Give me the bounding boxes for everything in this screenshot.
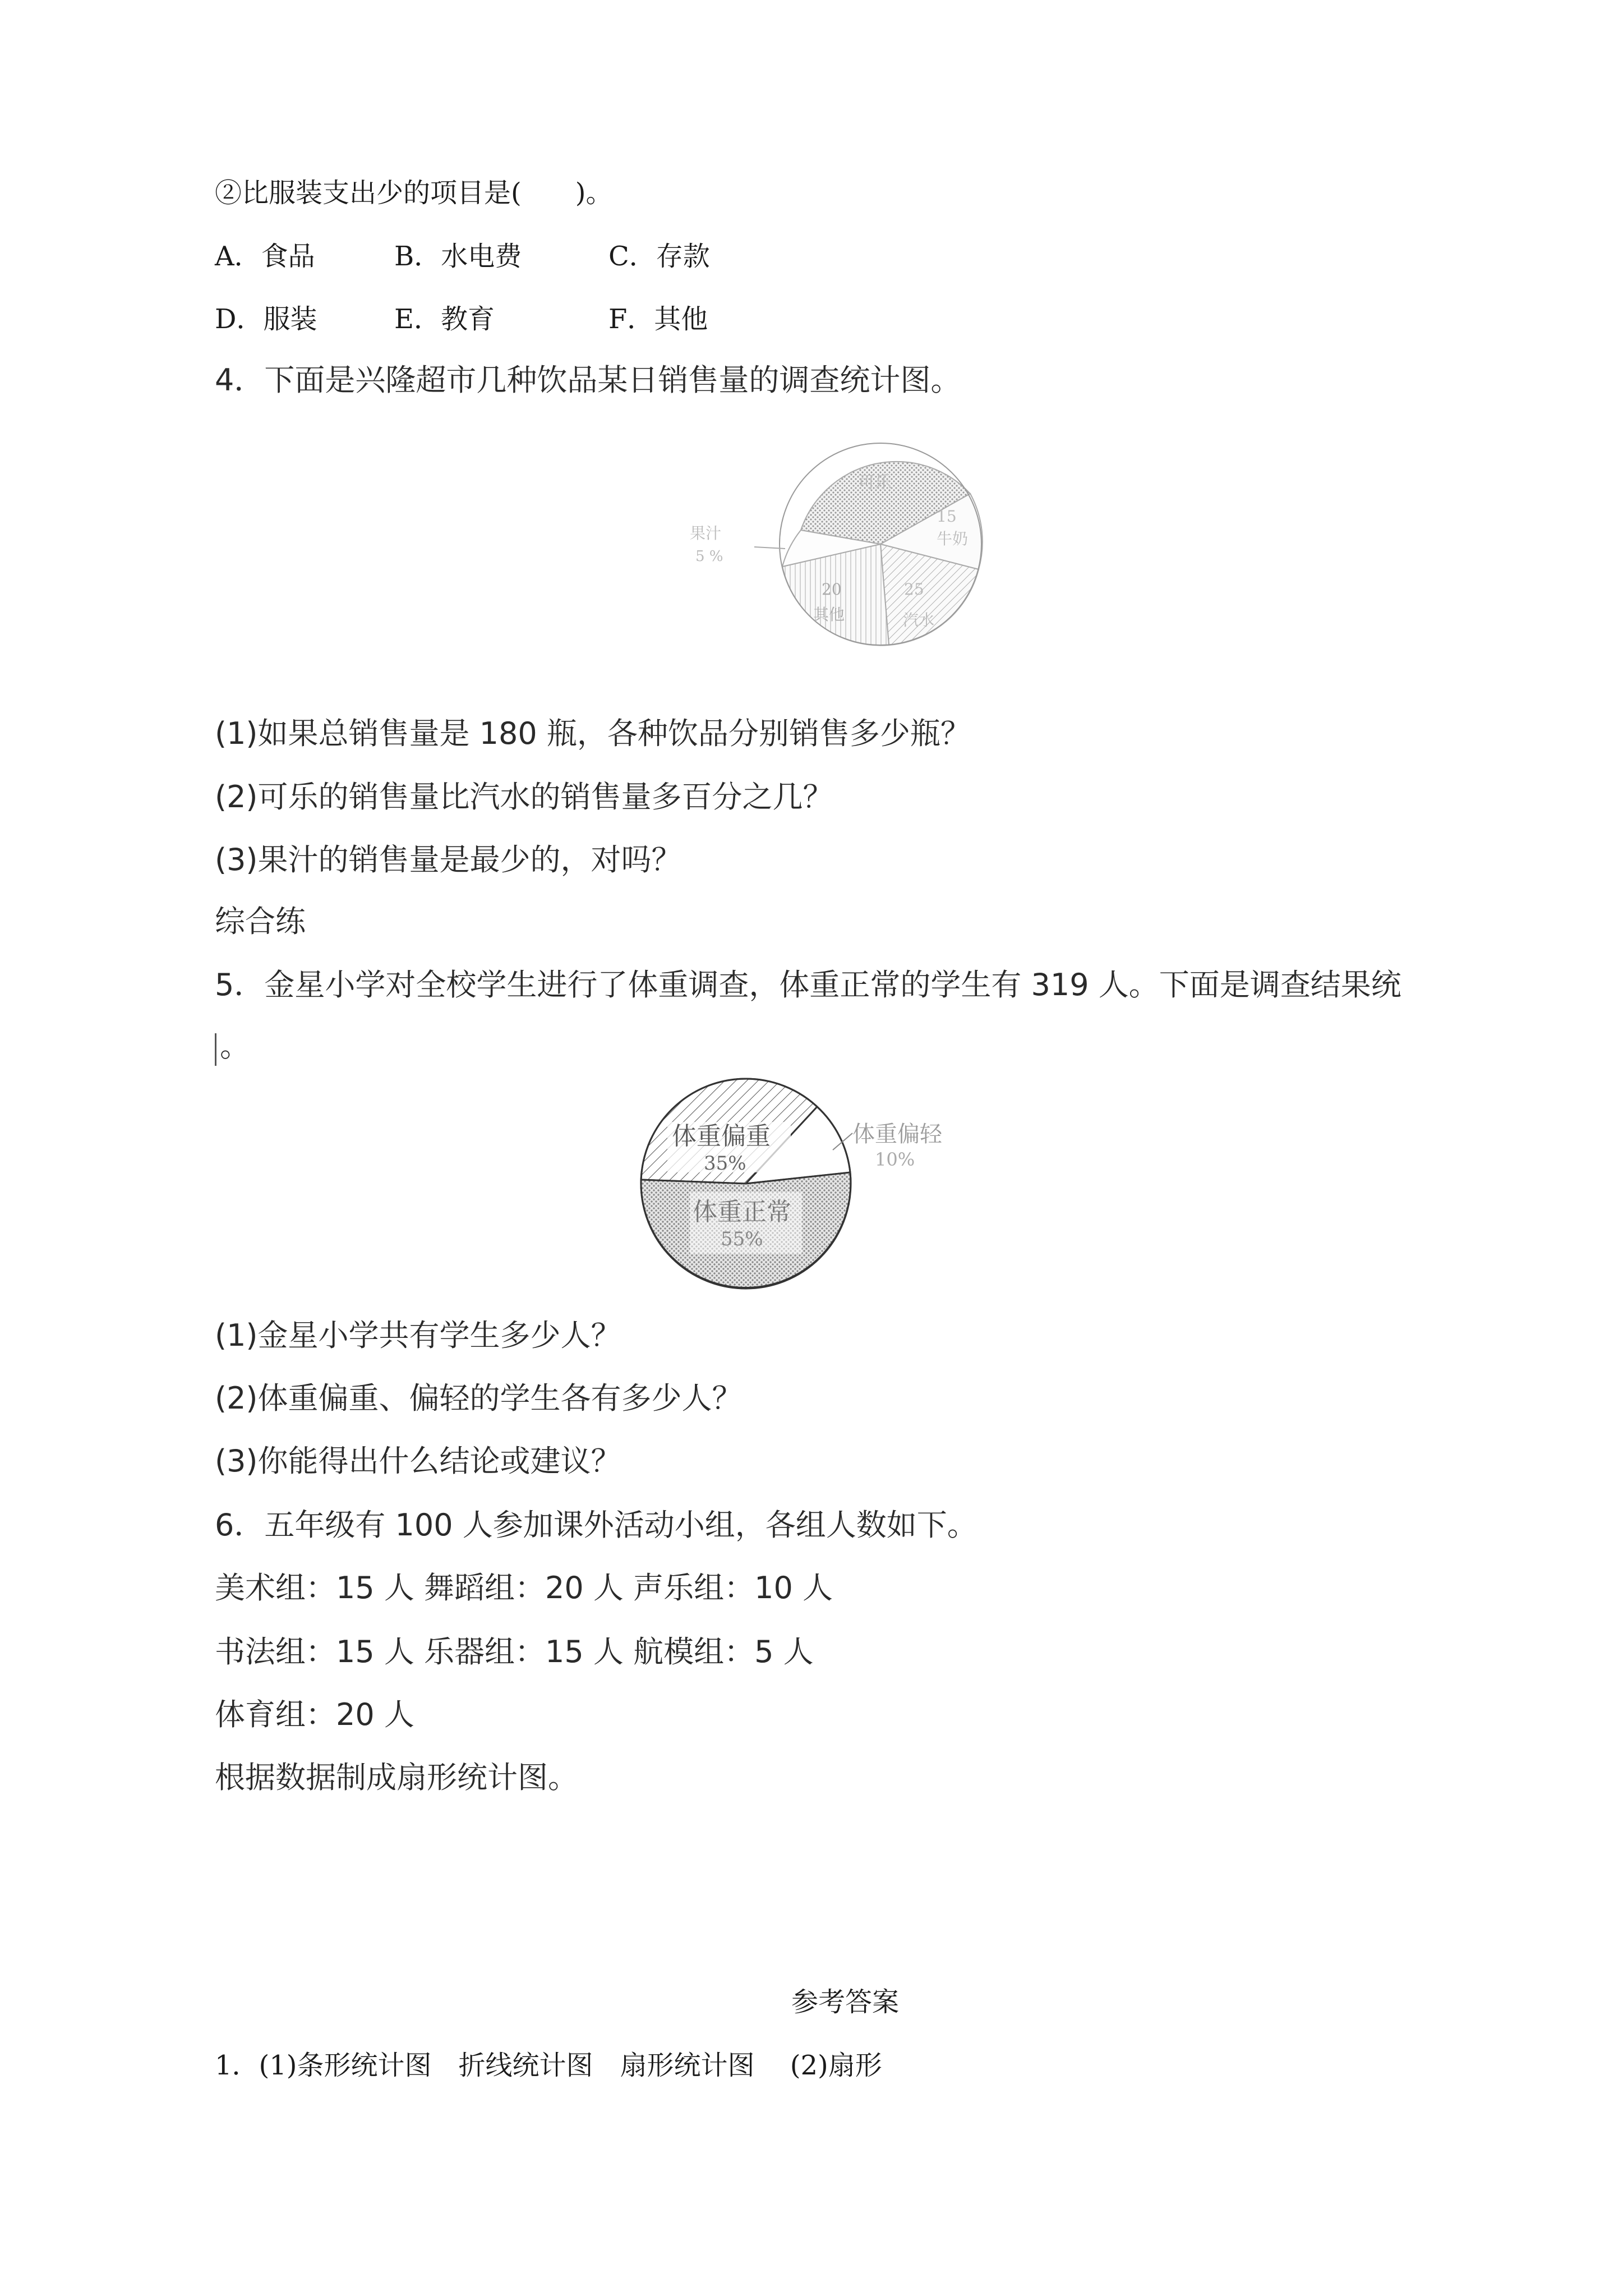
q6-row1: 美术组：15 人 舞蹈组：20 人 声乐组：10 人: [215, 1570, 833, 1605]
answers-heading: 参考答案: [791, 1986, 899, 2018]
label-underweight: 体重偏轻: [852, 1121, 942, 1147]
q5-sub2: (2)体重偏重、偏轻的学生各有多少人？: [215, 1381, 743, 1416]
q6-title: 6．五年级有 100 人参加课外活动小组，各组人数如下。: [215, 1507, 978, 1543]
section-label: 综合练: [215, 904, 306, 939]
option-a: A．食品: [215, 241, 315, 272]
beverage-pie-chart: [673, 426, 1021, 684]
label-soda-pct: 25: [904, 580, 924, 599]
q5-sub1: (1)金星小学共有学生多少人？: [215, 1318, 621, 1353]
option-b: B．水电费: [394, 241, 522, 272]
label-other: 其他: [813, 605, 845, 624]
label-overweight-pct: 35%: [704, 1152, 746, 1175]
label-normal: 体重正常: [693, 1198, 791, 1226]
option-f: F．其他: [608, 303, 708, 335]
label-overweight: 体重偏重: [672, 1122, 771, 1151]
q6-instruction: 根据数据制成扇形统计图。: [215, 1760, 578, 1795]
q4-title: 4．下面是兴隆超市几种饮品某日销售量的调查统计图。: [215, 362, 961, 398]
q4-sub1: (1)如果总销售量是 180 瓶，各种饮品分别销售多少瓶？: [215, 716, 971, 751]
option-d: D．服装: [215, 303, 317, 335]
q5-title-line2: 。: [220, 1028, 250, 1064]
answers-line1: 1．(1)条形统计图 折线统计图 扇形统计图 (2)扇形: [215, 2050, 882, 2081]
label-normal-pct: 55%: [721, 1228, 763, 1250]
q6-row2: 书法组：15 人 乐器组：15 人 航模组：5 人: [215, 1634, 814, 1669]
text-cursor: [215, 1033, 216, 1066]
label-juice: 果汁: [690, 524, 722, 542]
weight-pie-chart: [628, 1066, 987, 1301]
label-milk: 牛奶: [937, 530, 969, 548]
label-underweight-pct: 10%: [875, 1149, 915, 1170]
label-soda: 汽水: [903, 611, 935, 629]
label-milk-pct: 15: [937, 507, 957, 526]
q6-row3: 体育组：20 人: [215, 1697, 414, 1732]
q4-sub3: (3)果汁的销售量是最少的，对吗？: [215, 842, 682, 877]
label-other-pct: 20: [822, 580, 842, 599]
q4-sub2: (2)可乐的销售量比汽水的销售量多百分之几？: [215, 779, 833, 815]
label-cola: 可乐: [858, 473, 892, 493]
q3-sub2-text: ②比服装支出少的项目是( )。: [215, 177, 613, 209]
label-juice-pct: 5 %: [695, 548, 723, 565]
option-c: C．存款: [608, 241, 710, 272]
q5-sub3: (3)你能得出什么结论或建议？: [215, 1443, 621, 1479]
q5-title-line1: 5．金星小学对全校学生进行了体重调查，体重正常的学生有 319 人。下面是调查结果统: [215, 967, 1401, 1002]
option-e: E．教育: [394, 303, 495, 335]
